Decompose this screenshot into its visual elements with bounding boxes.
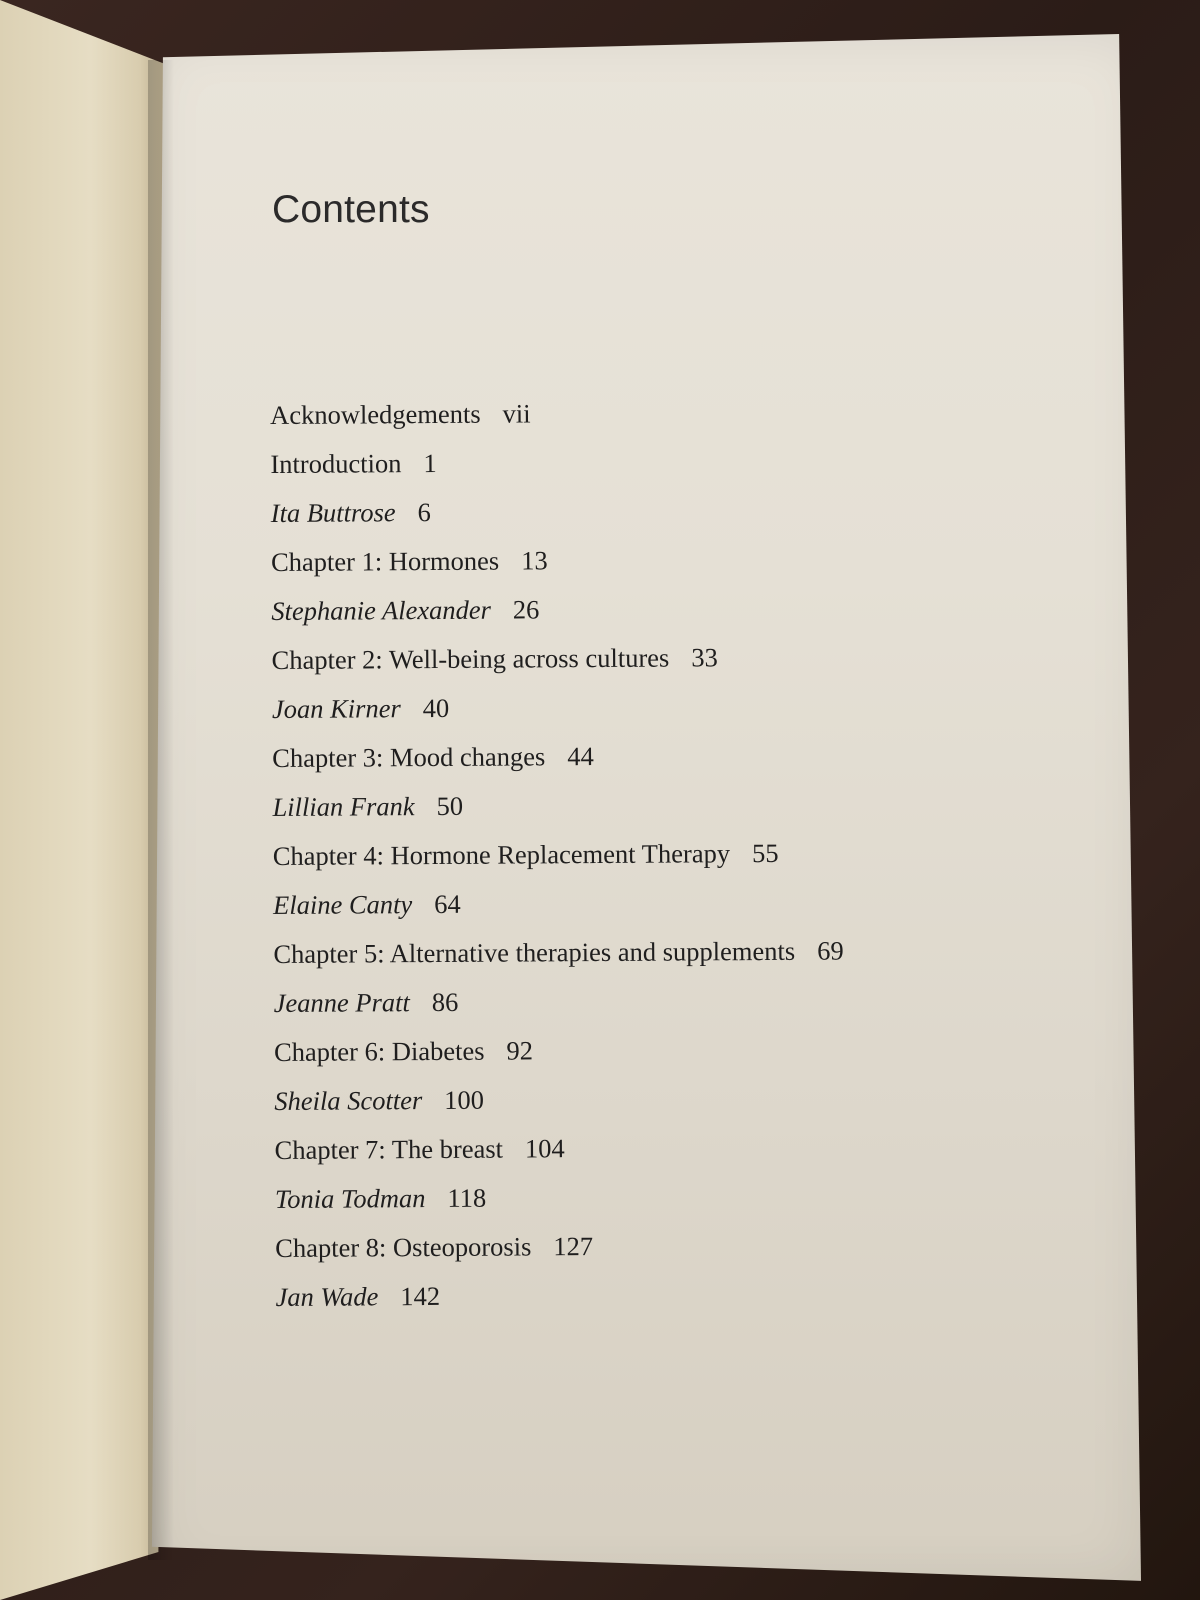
left-page xyxy=(0,0,165,1600)
toc-entry-title: Jan Wade xyxy=(275,1281,379,1312)
toc-entry xyxy=(274,980,845,1032)
toc-entry xyxy=(271,588,842,640)
toc-entry-page-number: 64 xyxy=(434,888,461,920)
toc-entry xyxy=(275,1274,846,1326)
table-of-contents xyxy=(270,392,846,1326)
toc-entry-title: Lillian Frank xyxy=(272,791,415,822)
toc-entry-page-number: 1 xyxy=(423,447,437,479)
toc-entry xyxy=(275,1225,846,1277)
toc-entry xyxy=(270,441,841,493)
toc-entry-page-number: 55 xyxy=(751,837,779,869)
toc-entry-page-number: 40 xyxy=(422,692,450,724)
toc-entry-title: Ita Buttrose xyxy=(270,497,396,528)
toc-entry xyxy=(271,539,842,591)
toc-entry-title: Chapter 1: Hormones xyxy=(270,545,500,577)
toc-entry-page-number: 127 xyxy=(553,1231,594,1262)
toc-entry xyxy=(274,1029,845,1081)
toc-entry-title: Chapter 5: Alternative therapies and supplements xyxy=(273,935,796,969)
page-title: Contents xyxy=(272,188,430,231)
toc-entry-title: Tonia Todman xyxy=(274,1183,426,1214)
toc-entry-page-number: 92 xyxy=(506,1035,534,1066)
toc-entry-page-number: 50 xyxy=(436,790,464,821)
toc-entry xyxy=(270,392,841,444)
toc-entry-title: Elaine Canty xyxy=(273,889,413,920)
toc-entry xyxy=(274,1127,845,1179)
toc-entry-page-number: 13 xyxy=(521,545,548,576)
toc-entry-title: Chapter 3: Mood changes xyxy=(272,741,546,773)
toc-entry-title: Chapter 6: Diabetes xyxy=(273,1035,485,1067)
toc-entry-page-number: 118 xyxy=(447,1182,487,1213)
toc-entry-page-number: 33 xyxy=(691,642,718,673)
toc-entry xyxy=(272,735,843,787)
toc-entry-page-number: 100 xyxy=(444,1084,485,1115)
toc-entry-page-number: 104 xyxy=(524,1133,565,1164)
toc-entry-page-number: 69 xyxy=(817,935,844,966)
toc-entry-page-number: vii xyxy=(502,398,531,429)
toc-entry-title: Chapter 2: Well-being across cultures xyxy=(271,642,670,675)
toc-entry-page-number: 6 xyxy=(417,497,431,528)
toc-entry-page-number: 142 xyxy=(400,1280,441,1312)
toc-entry-title: Chapter 8: Osteoporosis xyxy=(275,1231,532,1263)
toc-entry-title: Jeanne Pratt xyxy=(273,987,410,1018)
toc-entry-title: Chapter 4: Hormone Replacement Therapy xyxy=(272,838,731,871)
toc-entry xyxy=(271,637,842,689)
toc-entry-title: Acknowledgements xyxy=(270,398,481,430)
toc-entry-page-number: 86 xyxy=(431,986,459,1018)
toc-entry-title: Chapter 7: The breast xyxy=(274,1133,504,1165)
book-gutter xyxy=(148,60,174,1560)
toc-entry xyxy=(273,882,844,934)
toc-entry xyxy=(274,1078,845,1130)
toc-entry-title: Introduction xyxy=(270,448,402,479)
toc-entry xyxy=(272,784,843,836)
toc-entry-page-number: 44 xyxy=(567,741,594,772)
toc-entry xyxy=(273,931,844,983)
toc-entry-title: Stephanie Alexander xyxy=(271,594,491,626)
toc-entry xyxy=(273,833,844,885)
toc-entry-title: Joan Kirner xyxy=(271,693,401,724)
toc-entry xyxy=(271,490,842,542)
toc-entry xyxy=(275,1176,846,1228)
toc-entry-title: Sheila Scotter xyxy=(274,1085,423,1116)
toc-entry-page-number: 26 xyxy=(512,594,540,625)
toc-entry xyxy=(272,686,843,738)
